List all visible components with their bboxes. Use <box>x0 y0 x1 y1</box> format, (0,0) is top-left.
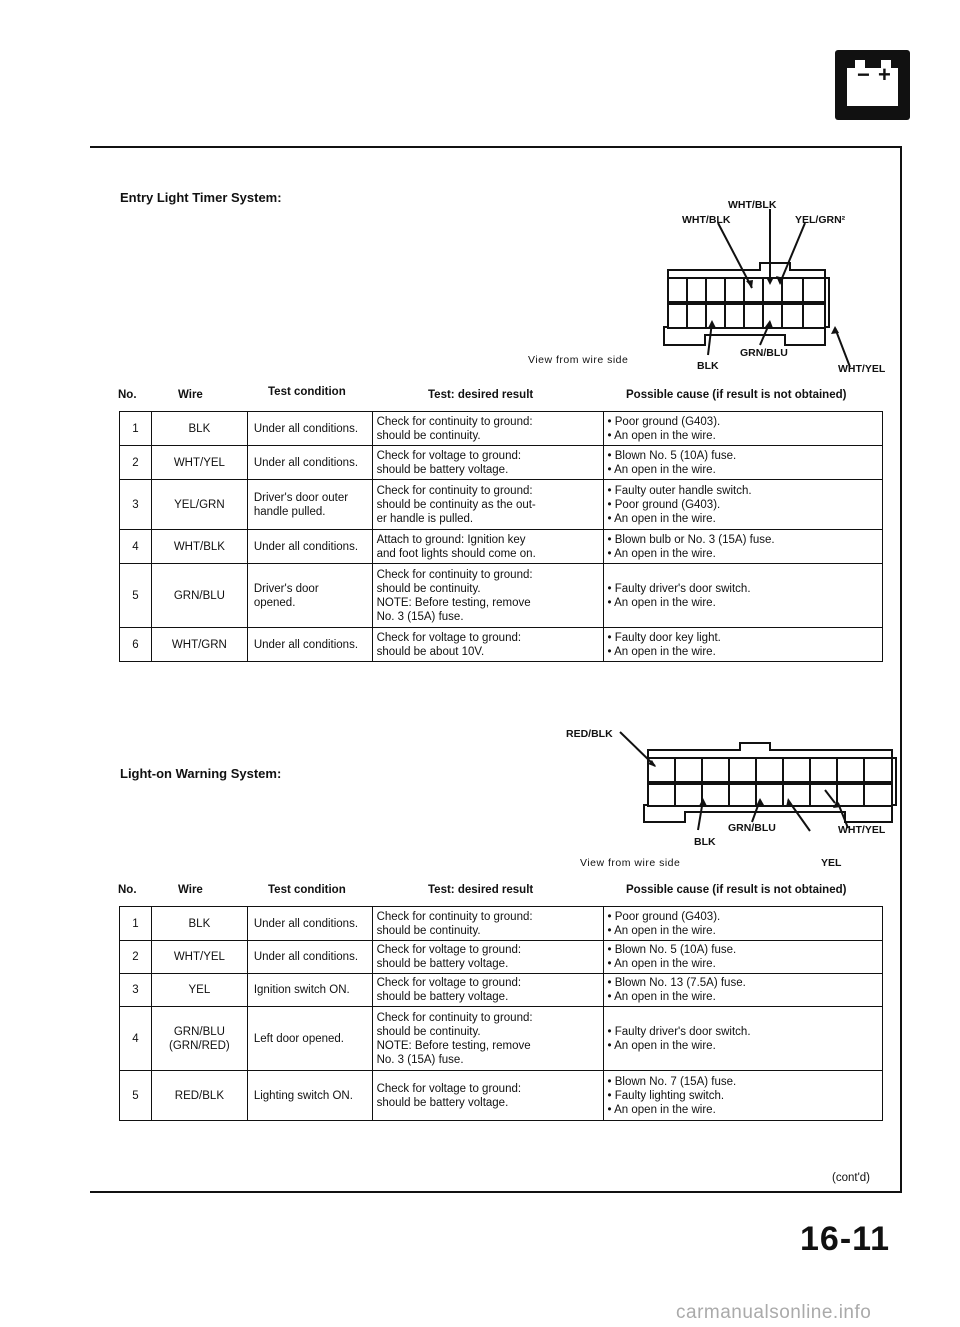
warning-cause-line: • Blown No. 13 (7.5A) fuse. <box>607 977 746 989</box>
warning-result-line: Check for continuity to ground: <box>376 910 533 923</box>
warning-result-line: NOTE: Before testing, remove <box>376 1039 531 1052</box>
warning-cell-result <box>372 1071 603 1121</box>
entry-cell-cause <box>603 564 882 628</box>
entry-cell-cond <box>247 628 372 662</box>
warning-cell-result <box>372 974 603 1007</box>
entry-result-line: should be battery voltage. <box>376 463 509 476</box>
warning-wire-line: BLK <box>188 917 211 930</box>
entry-cell-cause <box>603 480 882 530</box>
entry-cond-line: Under all conditions. <box>253 638 359 651</box>
bottom-rule <box>90 1191 902 1193</box>
entry-header-wire: Wire <box>178 389 203 401</box>
entry-cell-wire: BLK <box>151 412 247 446</box>
warning-row <box>120 1071 883 1121</box>
entry-cond-line: Under all conditions. <box>253 456 359 469</box>
entry-result-line: Check for voltage to ground: <box>376 631 522 644</box>
entry-cell-result <box>372 480 603 530</box>
entry-cause-line: • An open in the wire. <box>607 463 716 476</box>
warning-cell-no: 2 <box>120 941 152 974</box>
warning-header-wire: Wire <box>178 884 203 896</box>
entry-cell-cond <box>247 446 372 480</box>
entry-light-table <box>119 411 883 662</box>
entry-result-line: Check for voltage to ground: <box>376 449 522 462</box>
warning-view-note: View from wire side <box>580 857 681 869</box>
entry-cell-cond <box>247 530 372 564</box>
entry-cell-wire: YEL/GRN <box>151 480 247 530</box>
entry-header-cond: Test condition <box>268 386 346 398</box>
warning-wire-line: RED/BLK <box>174 1089 224 1102</box>
warning-cell-wire <box>151 974 247 1007</box>
entry-cell-wire: WHT/BLK <box>151 530 247 564</box>
entry-result-line: should be continuity. <box>376 429 481 442</box>
entry-result-line: should be continuity. <box>376 582 481 595</box>
warning-result-line: should be continuity. <box>376 1025 481 1038</box>
warning-header-no: No. <box>118 884 137 896</box>
entry-cell-no: 6 <box>120 628 152 662</box>
warning-cell-wire <box>151 1071 247 1121</box>
entry-cell-no: 1 <box>120 412 152 446</box>
warning-label-top-left: RED/BLK <box>566 728 613 740</box>
entry-result-line: Check for continuity to ground: <box>376 568 533 581</box>
warning-header-cause: Possible cause (if result is not obtained) <box>626 884 847 896</box>
warning-cause-line: • Blown No. 5 (10A) fuse. <box>607 944 737 956</box>
entry-result-line: Attach to ground: Ignition key <box>376 533 526 546</box>
light-on-warning-table <box>119 906 883 1121</box>
entry-row <box>120 446 883 480</box>
warning-cond-line: Ignition switch ON. <box>253 984 350 996</box>
entry-row <box>120 530 883 564</box>
warning-cause-line: • Blown No. 7 (15A) fuse. <box>607 1075 737 1088</box>
warning-row <box>120 941 883 974</box>
entry-cell-cond <box>247 480 372 530</box>
entry-row <box>120 564 883 628</box>
entry-cell-result <box>372 564 603 628</box>
entry-cell-result <box>372 412 603 446</box>
entry-cell-result <box>372 446 603 480</box>
entry-cell-wire: GRN/BLU <box>151 564 247 628</box>
entry-cause-line: • Faulty door key light. <box>607 631 721 644</box>
entry-row <box>120 480 883 530</box>
warning-cause-line: • An open in the wire. <box>607 958 716 970</box>
warning-cell-result <box>372 941 603 974</box>
warning-label-bottom-right: WHT/YEL <box>838 824 886 836</box>
warning-cause-line: • Faulty driver's door switch. <box>607 1025 751 1038</box>
warning-cell-no: 3 <box>120 974 152 1007</box>
entry-cell-no: 3 <box>120 480 152 530</box>
entry-cell-cond <box>247 564 372 628</box>
warning-result-line: should be battery voltage. <box>376 1096 509 1109</box>
entry-result-line: should be continuity as the out- <box>376 498 536 511</box>
entry-header-result: Test: desired result <box>428 389 534 401</box>
warning-cell-cause <box>603 974 882 1007</box>
entry-cause-line: • Blown No. 5 (10A) fuse. <box>607 449 737 462</box>
entry-cell-no: 5 <box>120 564 152 628</box>
top-rule <box>90 146 902 148</box>
entry-cell-wire: WHT/YEL <box>151 446 247 480</box>
warning-cause-line: • An open in the wire. <box>607 1103 716 1116</box>
warning-connector-diagram <box>600 718 900 878</box>
warning-cell-wire <box>151 941 247 974</box>
warning-wire-line: YEL <box>188 984 211 996</box>
entry-cell-wire: WHT/GRN <box>151 628 247 662</box>
warning-result-line: Check for continuity to ground: <box>376 1011 533 1024</box>
warning-cause-line: • Faulty lighting switch. <box>607 1089 725 1102</box>
entry-label-bottom-center: GRN/BLU <box>740 347 788 359</box>
entry-cell-no: 4 <box>120 530 152 564</box>
warning-row <box>120 1007 883 1071</box>
warning-cell-wire <box>151 907 247 941</box>
entry-cell-cause <box>603 412 882 446</box>
entry-cond-line: Driver's door outer <box>253 491 349 504</box>
warning-cell-cond <box>247 1071 372 1121</box>
warning-cell-cause <box>603 907 882 941</box>
entry-row <box>120 412 883 446</box>
entry-cell-result <box>372 628 603 662</box>
warning-cell-cond <box>247 907 372 941</box>
warning-cond-line: Left door opened. <box>253 1032 344 1045</box>
entry-label-top-left: WHT/BLK <box>682 214 731 226</box>
entry-cause-line: • An open in the wire. <box>607 547 716 560</box>
warning-label-bottom-far: YEL <box>821 857 842 869</box>
warning-row <box>120 907 883 941</box>
continued-note: (cont'd) <box>832 1172 870 1184</box>
warning-cause-line: • An open in the wire. <box>607 924 716 937</box>
watermark: carmanualsonline.info <box>676 1302 872 1323</box>
entry-cell-cause <box>603 530 882 564</box>
warning-header-result: Test: desired result <box>428 884 534 896</box>
entry-label-top-center: WHT/BLK <box>728 199 777 211</box>
warning-label-bottom-center: GRN/BLU <box>728 822 776 834</box>
warning-result-line: Check for voltage to ground: <box>376 977 522 989</box>
entry-cell-cause <box>603 446 882 480</box>
warning-result-line: Check for voltage to ground: <box>376 944 522 956</box>
entry-result-line: should be about 10V. <box>376 645 485 658</box>
minus-sign: − <box>857 62 870 87</box>
entry-cause-line: • Faulty outer handle switch. <box>607 484 752 497</box>
entry-result-line: er handle is pulled. <box>376 512 474 525</box>
entry-row <box>120 628 883 662</box>
warning-result-line: should be battery voltage. <box>376 958 509 970</box>
entry-cell-cond <box>247 412 372 446</box>
entry-cond-line: Driver's door <box>253 582 319 595</box>
warning-cond-line: Under all conditions. <box>253 951 359 963</box>
entry-result-line: No. 3 (15A) fuse. <box>376 610 464 623</box>
warning-result-line: Check for voltage to ground: <box>376 1082 522 1095</box>
entry-cell-cause <box>603 628 882 662</box>
entry-cause-line: • An open in the wire. <box>607 596 716 609</box>
warning-cell-result <box>372 907 603 941</box>
warning-section-title: Light-on Warning System: <box>120 766 282 781</box>
entry-cond-line: Under all conditions. <box>253 422 359 435</box>
warning-wire-line: GRN/BLU <box>173 1025 225 1038</box>
warning-wire-line: WHT/YEL <box>173 951 225 963</box>
entry-cause-line: • An open in the wire. <box>607 429 716 442</box>
entry-section-title: Entry Light Timer System: <box>120 190 282 205</box>
warning-result-line: should be battery voltage. <box>376 991 509 1003</box>
entry-cond-line: handle pulled. <box>253 505 326 518</box>
entry-cond-line: opened. <box>253 596 296 609</box>
warning-cell-no: 4 <box>120 1007 152 1071</box>
entry-cell-no: 2 <box>120 446 152 480</box>
entry-result-line: and foot lights should come on. <box>376 547 536 560</box>
warning-cause-line: • Poor ground (G403). <box>607 910 721 923</box>
entry-result-line: Check for continuity to ground: <box>376 415 533 428</box>
warning-cell-no: 5 <box>120 1071 152 1121</box>
entry-cause-line: • An open in the wire. <box>607 645 716 658</box>
warning-cell-cause <box>603 1071 882 1121</box>
warning-cell-result <box>372 1007 603 1071</box>
page-number: 16-11 <box>800 1220 891 1258</box>
warning-result-line: should be continuity. <box>376 924 481 937</box>
warning-result-line: No. 3 (15A) fuse. <box>376 1053 464 1066</box>
entry-label-bottom-left: BLK <box>697 360 719 372</box>
warning-cell-no: 1 <box>120 907 152 941</box>
entry-cause-line: • An open in the wire. <box>607 512 716 525</box>
entry-label-top-right: YEL/GRN² <box>795 214 846 226</box>
warning-cond-line: Lighting switch ON. <box>253 1089 353 1102</box>
entry-cause-line: • Poor ground (G403). <box>607 498 721 511</box>
warning-cell-cause <box>603 1007 882 1071</box>
warning-cell-cond <box>247 1007 372 1071</box>
entry-result-line: Check for continuity to ground: <box>376 484 533 497</box>
warning-cell-cause <box>603 941 882 974</box>
entry-result-line: NOTE: Before testing, remove <box>376 596 531 609</box>
plus-sign: + <box>878 62 891 87</box>
entry-cell-result <box>372 530 603 564</box>
warning-cell-cond <box>247 974 372 1007</box>
battery-icon <box>835 50 910 120</box>
warning-cause-line: • An open in the wire. <box>607 991 716 1003</box>
warning-label-bottom-left: BLK <box>694 836 716 848</box>
entry-header-cause: Possible cause (if result is not obtained) <box>626 389 847 401</box>
warning-wire-line: (GRN/RED) <box>169 1039 230 1052</box>
entry-header-no: No. <box>118 389 137 401</box>
warning-header-cond: Test condition <box>268 884 346 896</box>
entry-cond-line: Under all conditions. <box>253 540 359 553</box>
warning-row <box>120 974 883 1007</box>
entry-cause-line: • Poor ground (G403). <box>607 415 721 428</box>
warning-cond-line: Under all conditions. <box>253 917 359 930</box>
warning-cell-wire <box>151 1007 247 1071</box>
warning-cell-cond <box>247 941 372 974</box>
entry-view-note: View from wire side <box>528 354 629 366</box>
entry-label-bottom-right: WHT/YEL <box>838 363 886 375</box>
entry-cause-line: • Blown bulb or No. 3 (15A) fuse. <box>607 533 775 546</box>
warning-cause-line: • An open in the wire. <box>607 1039 716 1052</box>
entry-cause-line: • Faulty driver's door switch. <box>607 582 751 595</box>
